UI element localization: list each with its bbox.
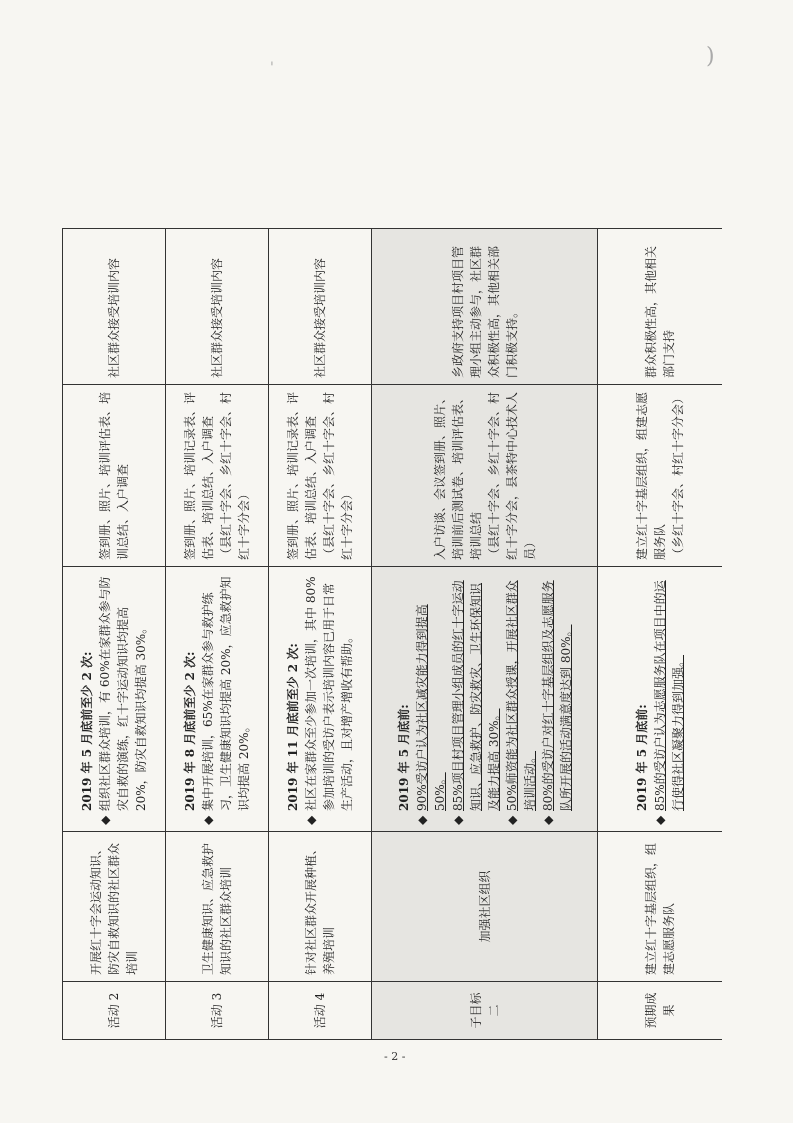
- bullet-icon: ◆: [450, 815, 465, 825]
- indicator-item: [449, 573, 503, 825]
- deadline-heading: 2019 年 5 月底前:: [635, 704, 649, 811]
- deadline-heading: 2019 年 5 月底前至少 2 次:: [80, 651, 94, 811]
- bullet-icon: ◆: [414, 815, 429, 825]
- row-indicator-cell: [63, 567, 166, 832]
- row-name-cell: 活动 2: [63, 982, 166, 1040]
- row-assumption-cell: 社区群众接受培训内容: [63, 229, 166, 385]
- row-verification-cell: 签到册、照片、培训记录表、评估表、培训总结、入户调查 （县红十字会、乡红十字会、村红十字分会）: [269, 385, 372, 567]
- indicator-text: 85%项目村项目管理小组成员的红十字运动知识、应急救护、防灾救灾、卫生环保知识及能力提高 30%。: [450, 580, 501, 811]
- indicator-item: [651, 573, 687, 825]
- row-verification-cell: 签到册、照片、培训记录表、评估表、培训总结、入户调查 （县红十字会、乡红十字会、村红十字分会）: [166, 385, 269, 567]
- table-row: [63, 98, 166, 1040]
- row-content-cell: 卫生健康知识、应急救护知识的社区群众培训: [166, 832, 269, 982]
- indicator-item: [302, 573, 356, 825]
- indicator-text: 组织社区群众培训，有 60%在家群众参与防灾自救的演练，红十字运动知识均提高 20%，防灾自救知识均提高 30%。: [98, 576, 148, 811]
- indicator-text: 90%受访户认为社区减灾能力得到提高 50%。: [414, 604, 447, 811]
- corner-mark: ): [706, 44, 715, 69]
- deadline-heading: 2019 年 11 月底前至少 2 次:: [286, 643, 300, 811]
- row-verification-cell: 入户访谈、会议签到册、照片、培训前后测试卷、培训评估表、培训总结 （县红十字会、乡红十字会、村红十字分会，县茶特中心技术人员）: [372, 385, 598, 567]
- row-content-cell: 针对社区群众开展种植、养殖培训: [269, 832, 372, 982]
- project-logframe-table: [62, 98, 722, 1040]
- scan-speck: ': [270, 60, 274, 76]
- row-name-cell: 子目标二: [372, 982, 598, 1040]
- indicator-text: 社区在家群众至少参加一次培训，其中 80%参加培训的受访户表示培训内容已用于日常生产活动，且对增产增收有帮助。: [304, 576, 354, 811]
- row-assumption-cell: 社区群众接受培训内容: [166, 229, 269, 385]
- rotated-content: [62, 98, 722, 1040]
- rotated-table-frame: [62, 98, 722, 1040]
- page-number: - 2 -: [384, 1050, 406, 1063]
- row-assumption-cell: 社区群众接受培训内容: [269, 229, 372, 385]
- row-verification-cell: 签到册、照片、培训评估表、培训总结、入户调查: [63, 385, 166, 567]
- row-indicator-cell: [372, 567, 598, 832]
- deadline-heading: 2019 年 8 月底前至少 2 次:: [183, 651, 197, 811]
- bullet-icon: ◆: [540, 815, 555, 825]
- bullet-icon: ◆: [201, 815, 215, 825]
- indicator-text: 集中开展培训，65%在家群众参与救护练习，卫生健康知识均提高 20%，应急救护知识均提高 20%。: [201, 576, 251, 811]
- deadline-heading: 2019 年 5 月底前:: [396, 704, 411, 811]
- row-indicator-cell: [269, 567, 372, 832]
- row-name-cell: 预期成果: [598, 982, 723, 1040]
- table-row: [166, 98, 269, 1040]
- row-name-cell: 活动 4: [269, 982, 372, 1040]
- indicator-text: 50%师资能为社区群众授课，开展社区群众培训活动。: [504, 580, 537, 811]
- indicator-text: 80%的受访户对红十字基层组织及志愿服务队所开展的活动满意度达到 80%。: [540, 580, 573, 811]
- row-indicator-cell: [166, 567, 269, 832]
- indicator-item: [503, 573, 539, 825]
- indicator-text: 85%的受访户认为志愿服务队在项目中的运行使得社区凝聚力得到加强。: [653, 580, 685, 811]
- indicator-item: [199, 573, 253, 825]
- table-row: [269, 98, 372, 1040]
- row-content-cell: 开展红十字会运动知识、防灾自救知识的社区群众培训: [63, 832, 166, 982]
- table-row: [598, 98, 723, 1040]
- row-verification-cell: 建立红十字基层组织，组建志愿服务队 （乡红十字会、村红十字分会）: [598, 385, 723, 567]
- table-row: [372, 98, 598, 1040]
- bullet-icon: ◆: [304, 815, 318, 825]
- bullet-icon: ◆: [653, 815, 667, 825]
- indicator-item: [539, 573, 575, 825]
- bullet-icon: ◆: [504, 815, 519, 825]
- row-content-cell: 建立红十字基层组织，组建志愿服务队: [598, 832, 723, 982]
- indicator-item: [96, 573, 150, 825]
- row-name-cell: 活动 3: [166, 982, 269, 1040]
- row-content-cell: 加强社区组织: [372, 832, 598, 982]
- indicator-item: [413, 573, 449, 825]
- bullet-icon: ◆: [98, 815, 112, 825]
- row-assumption-cell: 群众积极性高，其他相关部门支持: [598, 229, 723, 385]
- row-assumption-cell: 乡政府支持项目村项目管理小组主动参与，社区群众积极性高，其他相关部门积极支持。: [372, 229, 598, 385]
- row-indicator-cell: [598, 567, 723, 832]
